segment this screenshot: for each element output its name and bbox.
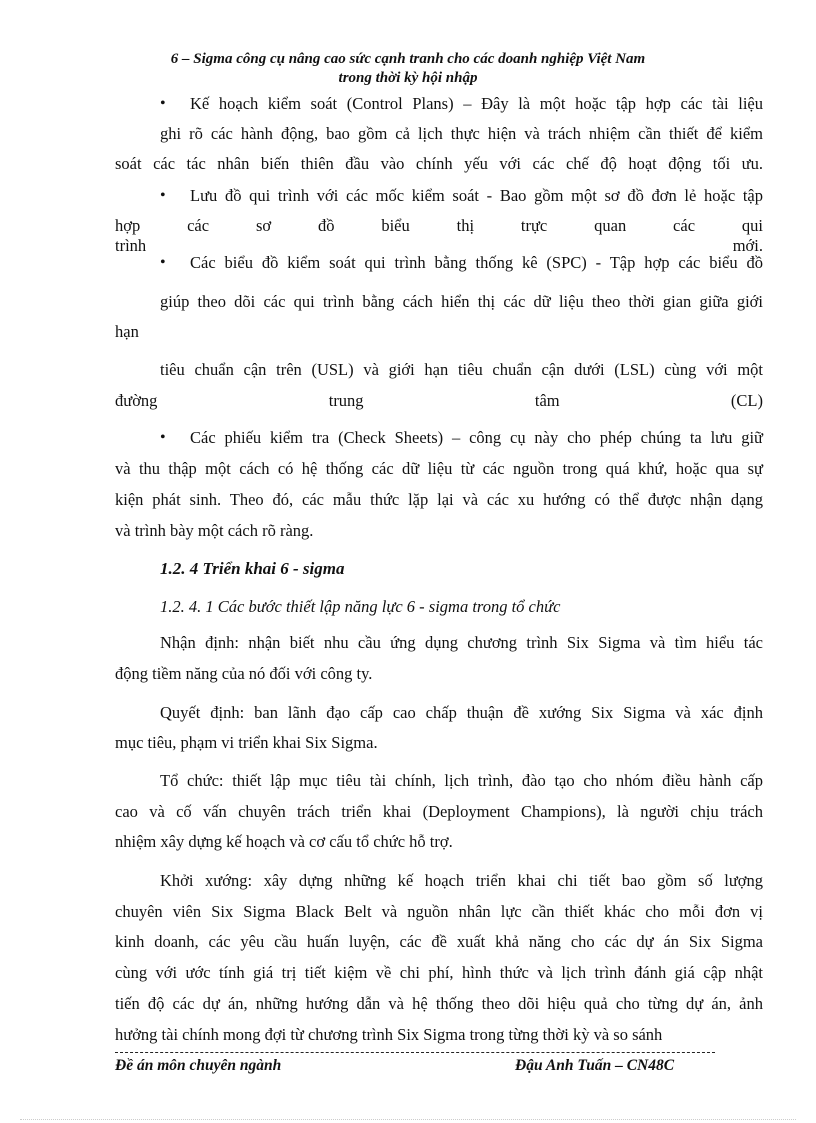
bullet-icon: • (160, 187, 166, 204)
body-line: Các biểu đồ kiểm soát qui trình bằng thống kê (SPC) - Tập hợp các biểu đồ (190, 253, 763, 272)
body-line: Kế hoạch kiểm soát (Control Plans) – Đây là một hoặc tập hợp các tài liệu (190, 94, 763, 113)
body-line: Quyết định: ban lãnh đạo cấp cao chấp thuận đề xướng Six Sigma và xác định (160, 703, 763, 722)
body-line: và thu thập một cách có hệ thống các dữ liệu từ các nguồn trong quá khứ, hoặc qua sự (115, 459, 763, 478)
body-line: tiêu chuẩn cận trên (USL) và giới hạn tiêu chuẩn cận dưới (LSL) cùng với một (160, 360, 763, 379)
body-line: đường trung tâm (CL) (115, 391, 763, 410)
body-line: cùng với ước tính giá trị tiết kiệm về chi phí, hình thức và lịch trình đánh giá cập nhật (115, 963, 763, 982)
bullet-icon: • (160, 254, 166, 271)
body-line: Tổ chức: thiết lập mục tiêu tài chính, lịch trình, đào tạo cho nhóm điều hành cấp (160, 771, 763, 790)
running-header-line2: trong thời kỳ hội nhập (338, 70, 478, 86)
body-line: chuyên viên Six Sigma Black Belt và nguồn nhân lực cần thiết khác cho mỗi đơn vị (115, 902, 763, 921)
bullet-icon: • (160, 429, 166, 446)
section-heading: 1.2. 4 Triển khai 6 - sigma (160, 559, 345, 578)
body-line: soát các tác nhân biến thiên đầu vào chính yếu với các chế độ hoạt động tối ưu. (115, 154, 763, 173)
subsection-heading: 1.2. 4. 1 Các bước thiết lập năng lực 6 - sigma trong tổ chức (160, 597, 561, 616)
bullet-icon: • (160, 95, 166, 112)
body-line: Các phiếu kiểm tra (Check Sheets) – công cụ này cho phép chúng ta lưu giữ (190, 428, 763, 447)
body-line: hạn (115, 322, 139, 341)
footer-divider (115, 1052, 715, 1053)
body-line: kinh doanh, các yêu cầu huấn luyện, các đề xuất khả năng cho các dự án Six Sigma (115, 932, 763, 951)
body-line: mục tiêu, phạm vi triển khai Six Sigma. (115, 733, 378, 752)
body-line: ghi rõ các hành động, bao gồm cả lịch thực hiện và trách nhiệm cần thiết để kiểm (160, 124, 763, 143)
body-line: hưởng tài chính mong đợi từ chương trình Six Sigma trong từng thời kỳ và so sánh (115, 1025, 663, 1044)
body-line: Lưu đồ qui trình với các mốc kiểm soát - Bao gồm một sơ đồ đơn lẻ hoặc tập (190, 186, 763, 205)
body-line: Nhận định: nhận biết nhu cầu ứng dụng chương trình Six Sigma và tìm hiểu tác (160, 633, 763, 652)
page-border (20, 1119, 796, 1120)
body-line: hợp các sơ đồ biểu thị trực quan các qui trình mới. (115, 216, 763, 255)
body-line: giúp theo dõi các qui trình bằng cách hiển thị các dữ liệu theo thời gian giữa giới (160, 292, 763, 311)
footer-left: Đề án môn chuyên ngành (115, 1057, 282, 1074)
footer-right: Đậu Anh Tuấn – CN48C (515, 1057, 675, 1074)
body-line: động tiềm năng của nó đối với công ty. (115, 664, 373, 683)
body-line: kiện phát sinh. Theo đó, các mẫu thức lặp lại và các xu hướng có thể được nhận dạng (115, 490, 763, 509)
body-line: Khởi xướng: xây dựng những kế hoạch triển khai chi tiết bao gồm số lượng (160, 871, 763, 890)
body-line: và trình bày một cách rõ ràng. (115, 521, 314, 540)
running-header-line1: 6 – Sigma công cụ nâng cao sức cạnh tranh cho các doanh nghiệp Việt Nam (170, 51, 646, 67)
body-line: nhiệm xây dựng kế hoạch và cơ cấu tổ chức hỗ trợ. (115, 832, 453, 851)
body-line: cao và cố vấn chuyên trách triển khai (Deployment Champions), là người chịu trách (115, 802, 763, 821)
body-line: tiến độ các dự án, những hướng dẫn và hệ thống theo dõi hiệu quả cho từng dự án, ảnh (115, 994, 763, 1013)
